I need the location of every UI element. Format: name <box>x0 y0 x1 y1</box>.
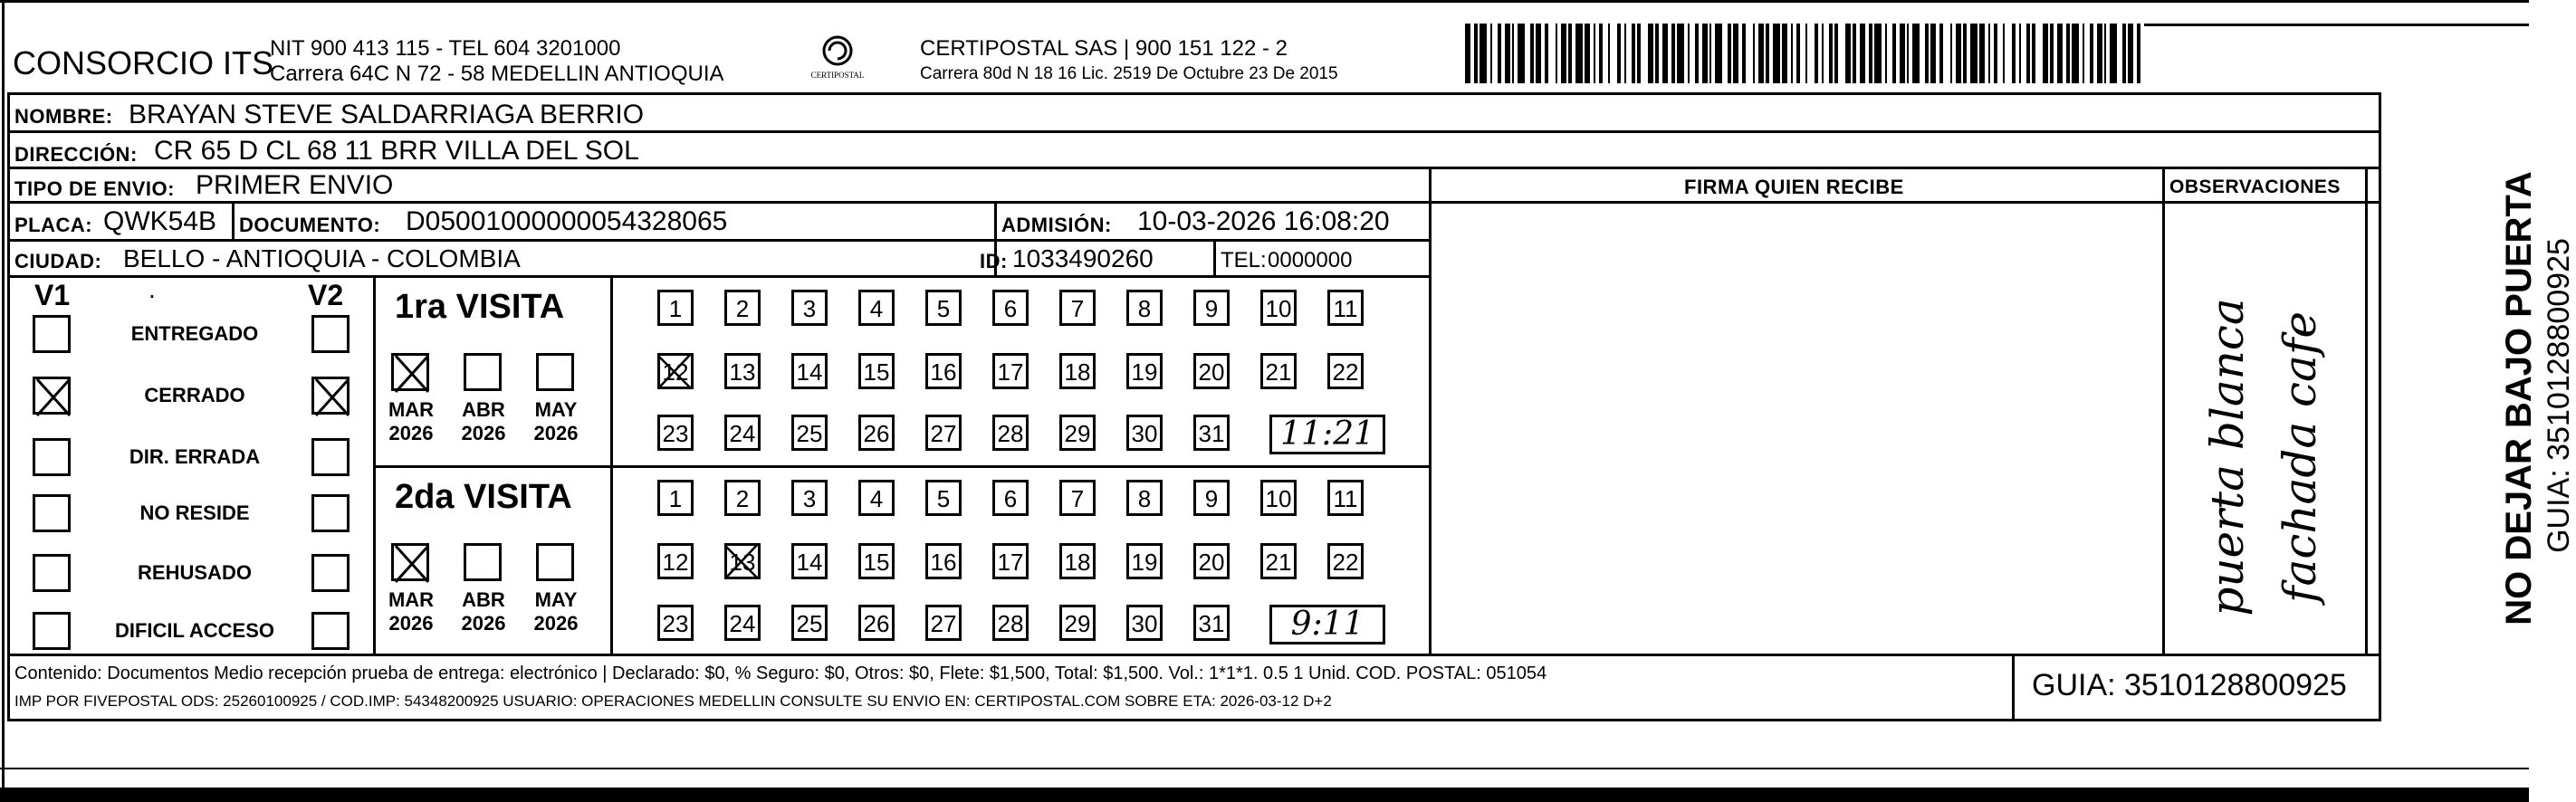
v2-checkbox-1[interactable] <box>311 315 350 353</box>
day-box[interactable]: 27 <box>925 415 962 451</box>
month-year-label: 2026 <box>533 422 579 444</box>
certipostal-logo <box>797 33 878 87</box>
company-nit: NIT 900 413 115 - TEL 604 3201000 <box>270 36 621 61</box>
barcode-bar <box>1970 24 1977 83</box>
status-option-label: ENTREGADO <box>130 322 259 345</box>
header-right-line <box>2144 24 2529 26</box>
observaciones-label: OBSERVACIONES <box>2169 177 2341 197</box>
day-box[interactable]: 9 <box>1193 290 1230 326</box>
id-label: ID: <box>980 250 1008 272</box>
day-box[interactable]: 22 <box>1327 353 1364 389</box>
direccion-value: CR 65 D CL 68 11 BRR VILLA DEL SOL <box>154 136 639 166</box>
v2-checkbox-2[interactable] <box>311 377 350 415</box>
footer-line-2: IMP POR FIVEPOSTAL ODS: 25260100925 / COD.IMP: 54348200925 USUARIO: OPERACIONES MEDELLIN CONSULTE SU ENVIO EN: CERTIPOSTAL.COM SOBRE ETA: 2026-03-12 D+2 <box>14 692 1332 710</box>
day-box[interactable]: 13 <box>724 543 761 579</box>
day-box[interactable]: 6 <box>992 480 1029 516</box>
visit-time-box[interactable]: 11:21 <box>1269 415 1385 454</box>
barcode-bar <box>1677 24 1684 83</box>
day-box[interactable]: 27 <box>925 605 962 641</box>
row-line-3 <box>7 201 1429 204</box>
month-checkbox-may[interactable] <box>536 353 574 391</box>
day-box[interactable]: 28 <box>992 605 1029 641</box>
barcode-bar <box>1874 24 1882 83</box>
company-name: CONSORCIO ITS <box>13 44 274 81</box>
observacion-line-1: puerta blanca <box>2201 298 2254 616</box>
carrier-name: CERTIPOSTAL SAS | 900 151 122 - 2 <box>920 36 1288 61</box>
id-value: 1033490260 <box>1012 244 1154 272</box>
day-box[interactable]: 3 <box>791 480 828 516</box>
day-box[interactable]: 2 <box>724 290 761 326</box>
day-box[interactable]: 25 <box>791 415 828 451</box>
day-box[interactable]: 21 <box>1260 543 1297 579</box>
day-box[interactable]: 4 <box>858 480 895 516</box>
row-line-1 <box>7 130 2381 133</box>
direccion-label: DIRECCIÓN: <box>14 143 138 166</box>
barcode-bar <box>2005 24 2012 83</box>
side-guia: GUIA: 3510128800925 <box>2542 238 2576 553</box>
month-checkbox-abr[interactable] <box>464 543 502 581</box>
day-box[interactable]: 3 <box>791 290 828 326</box>
barcode-bar <box>1746 24 1753 83</box>
day-box[interactable]: 30 <box>1126 415 1163 451</box>
row-line-2 <box>7 167 2381 169</box>
day-box[interactable]: 12 <box>657 353 694 389</box>
status-option-label: REHUSADO <box>138 561 252 584</box>
barcode-bar <box>1715 24 1722 83</box>
day-box[interactable]: 14 <box>791 353 828 389</box>
day-box[interactable]: 6 <box>992 290 1029 326</box>
obs-right-line <box>2365 167 2368 655</box>
footer-line-1: Contenido: Documentos Medio recepción prueba de entrega: electrónico | Declarado: $0, % Seguro: $0, Otros: $0, Flete: $1,500, Total: $1,500. Vol.: 1*1*1. 0.5 1 Unid. COD. POSTAL: 051054 <box>14 664 1547 683</box>
month-label: MAY <box>534 588 578 611</box>
month-year-label: 2026 <box>461 612 506 635</box>
day-box[interactable]: 14 <box>791 543 828 579</box>
barcode-bar <box>1548 24 1556 83</box>
day-box[interactable]: 5 <box>925 480 962 516</box>
placa-label: PLACA: <box>14 214 93 236</box>
top-edge-line <box>0 0 2529 3</box>
footer-top-line <box>7 654 2381 656</box>
documento-value: D05001000000054328065 <box>406 206 728 236</box>
barcode-bar <box>1575 24 1583 83</box>
month-label: ABR <box>462 588 505 611</box>
day-box[interactable]: 30 <box>1126 605 1163 641</box>
day-box[interactable]: 8 <box>1126 290 1163 326</box>
day-box[interactable]: 16 <box>925 543 962 579</box>
tel-sep <box>1213 239 1216 277</box>
day-box[interactable]: 17 <box>992 543 1029 579</box>
day-box[interactable]: 29 <box>1059 605 1096 641</box>
barcode <box>1465 24 2144 83</box>
visit-time-box[interactable]: 9:11 <box>1269 605 1385 644</box>
documento-label: DOCUMENTO: <box>239 214 381 236</box>
barcode-bar <box>1773 24 1780 83</box>
status-option-label: DIR. ERRADA <box>129 445 261 468</box>
barcode-bar <box>1912 24 1920 83</box>
day-box[interactable]: 10 <box>1260 480 1297 516</box>
day-box[interactable]: 23 <box>657 415 694 451</box>
day-box[interactable]: 26 <box>858 605 895 641</box>
v1-checkbox-2[interactable] <box>33 377 71 415</box>
day-box[interactable]: 24 <box>724 605 761 641</box>
company-address: Carrera 64C N 72 - 58 MEDELLIN ANTIOQUIA <box>270 62 724 86</box>
day-box[interactable]: 7 <box>1059 290 1096 326</box>
visit-separator <box>373 465 1431 468</box>
v1-checkbox-3[interactable] <box>33 438 71 476</box>
month-label: ABR <box>462 398 505 421</box>
day-box[interactable]: 11 <box>1327 480 1364 516</box>
barcode-bar <box>1641 24 1648 83</box>
visit-title: 1ra VISITA <box>395 288 565 326</box>
day-box[interactable]: 9 <box>1193 480 1230 516</box>
tipo-envio-value: PRIMER ENVIO <box>196 170 394 200</box>
day-box[interactable]: 12 <box>657 543 694 579</box>
v2-checkbox-5[interactable] <box>311 554 350 592</box>
carrier-license: Carrera 80d N 18 16 Lic. 2519 De Octubre 23 De 2015 <box>920 64 1338 83</box>
barcode-bar <box>2110 24 2117 83</box>
month-checkbox-mar[interactable] <box>391 353 429 391</box>
tipo-envio-label: TIPO DE ENVIO: <box>14 177 175 200</box>
day-box[interactable]: 31 <box>1193 605 1230 641</box>
day-box[interactable]: 11 <box>1327 290 1364 326</box>
ciudad-label: CIUDAD: <box>14 250 102 272</box>
day-box[interactable]: 16 <box>925 353 962 389</box>
barcode-bar <box>1518 24 1525 83</box>
day-box[interactable]: 15 <box>858 543 895 579</box>
v2-label: V2 <box>308 279 344 311</box>
bottom-thin-line <box>0 768 2529 769</box>
v2-checkbox-6[interactable] <box>311 612 350 650</box>
month-checkbox-abr[interactable] <box>464 353 502 391</box>
day-box[interactable]: 8 <box>1126 480 1163 516</box>
footer-guia-sep <box>2012 654 2015 721</box>
day-box[interactable]: 21 <box>1260 353 1297 389</box>
barcode-bar <box>1838 24 1845 83</box>
day-box[interactable]: 10 <box>1260 290 1297 326</box>
month-checkbox-may[interactable] <box>536 543 574 581</box>
day-box[interactable]: 22 <box>1327 543 1364 579</box>
admision-label: ADMISIÓN: <box>1001 214 1112 236</box>
barcode-bar <box>2035 24 2043 83</box>
nombre-label: NOMBRE: <box>14 105 113 128</box>
day-mark <box>724 543 761 579</box>
barcode-bar <box>2140 24 2144 83</box>
day-box[interactable]: 1 <box>657 480 694 516</box>
nombre-value: BRAYAN STEVE SALDARRIAGA BERRIO <box>129 100 645 129</box>
day-box[interactable]: 19 <box>1126 543 1163 579</box>
month-label: MAY <box>534 398 578 421</box>
month-year-label: 2026 <box>388 612 434 635</box>
firma-left-line <box>1429 167 1432 655</box>
admision-value: 10-03-2026 16:08:20 <box>1137 206 1390 236</box>
day-box[interactable]: 20 <box>1193 353 1230 389</box>
barcode-bar <box>2072 24 2079 83</box>
day-box[interactable]: 18 <box>1059 353 1096 389</box>
svg-text:CERTIPOSTAL: CERTIPOSTAL <box>810 71 865 80</box>
barcode-bar <box>1943 24 1950 83</box>
placa-sep <box>232 201 235 241</box>
bottom-edge-line <box>0 788 2529 802</box>
v1-label: V1 <box>34 279 71 311</box>
v2-checkbox-4[interactable] <box>311 494 350 532</box>
v1-checkbox-5[interactable] <box>33 554 71 592</box>
v1-checkbox-4[interactable] <box>33 494 71 532</box>
month-label: MAR <box>388 588 435 611</box>
barcode-bar <box>1807 24 1815 83</box>
row-line-right-header <box>1429 201 2381 204</box>
day-box[interactable]: 24 <box>724 415 761 451</box>
day-box[interactable]: 19 <box>1126 353 1163 389</box>
status-dot: . <box>148 275 156 303</box>
day-box[interactable]: 31 <box>1193 415 1230 451</box>
status-option-label: NO RESIDE <box>139 501 250 524</box>
left-edge-line <box>2 0 5 788</box>
tel-value: 0000000 <box>1268 248 1353 272</box>
day-box[interactable]: 25 <box>791 605 828 641</box>
month-year-label: 2026 <box>533 612 579 635</box>
day-box[interactable]: 4 <box>858 290 895 326</box>
v1-checkbox-1[interactable] <box>33 315 71 353</box>
day-box[interactable]: 26 <box>858 415 895 451</box>
day-box[interactable]: 2 <box>724 480 761 516</box>
v1-checkbox-6[interactable] <box>33 612 71 650</box>
v2-checkbox-3[interactable] <box>311 438 350 476</box>
day-box[interactable]: 29 <box>1059 415 1096 451</box>
barcode-bar <box>1610 24 1617 83</box>
month-year-label: 2026 <box>388 422 434 444</box>
day-box[interactable]: 5 <box>925 290 962 326</box>
day-box[interactable]: 17 <box>992 353 1029 389</box>
month-label: MAR <box>388 398 435 421</box>
status-option-label: CERRADO <box>144 384 245 406</box>
day-mark <box>657 353 694 389</box>
barcode-bar <box>1480 24 1487 83</box>
ciudad-value: BELLO - ANTIOQUIA - COLOMBIA <box>123 244 521 272</box>
day-box[interactable]: 1 <box>657 290 694 326</box>
tel-label: TEL: <box>1221 248 1267 272</box>
obs-left-line <box>2162 167 2165 655</box>
day-box[interactable]: 18 <box>1059 543 1096 579</box>
status-option-label: DIFICIL ACCESO <box>114 619 274 642</box>
day-box[interactable]: 28 <box>992 415 1029 451</box>
firma-area[interactable] <box>1432 205 2160 654</box>
day-box[interactable]: 7 <box>1059 480 1096 516</box>
footer-guia: GUIA: 3510128800925 <box>2032 668 2347 702</box>
day-box[interactable]: 13 <box>724 353 761 389</box>
day-box[interactable]: 15 <box>858 353 895 389</box>
month-year-label: 2026 <box>461 422 506 444</box>
visit-title: 2da VISITA <box>395 478 572 516</box>
observacion-line-2: fachada cafe <box>2274 311 2326 603</box>
firma-label: FIRMA QUIEN RECIBE <box>1684 176 1904 198</box>
day-box[interactable]: 23 <box>657 605 694 641</box>
side-title: NO DEJAR BAJO PUERTA <box>2499 171 2539 625</box>
month-checkbox-mar[interactable] <box>391 543 429 581</box>
placa-value: QWK54B <box>103 206 217 236</box>
day-box[interactable]: 20 <box>1193 543 1230 579</box>
